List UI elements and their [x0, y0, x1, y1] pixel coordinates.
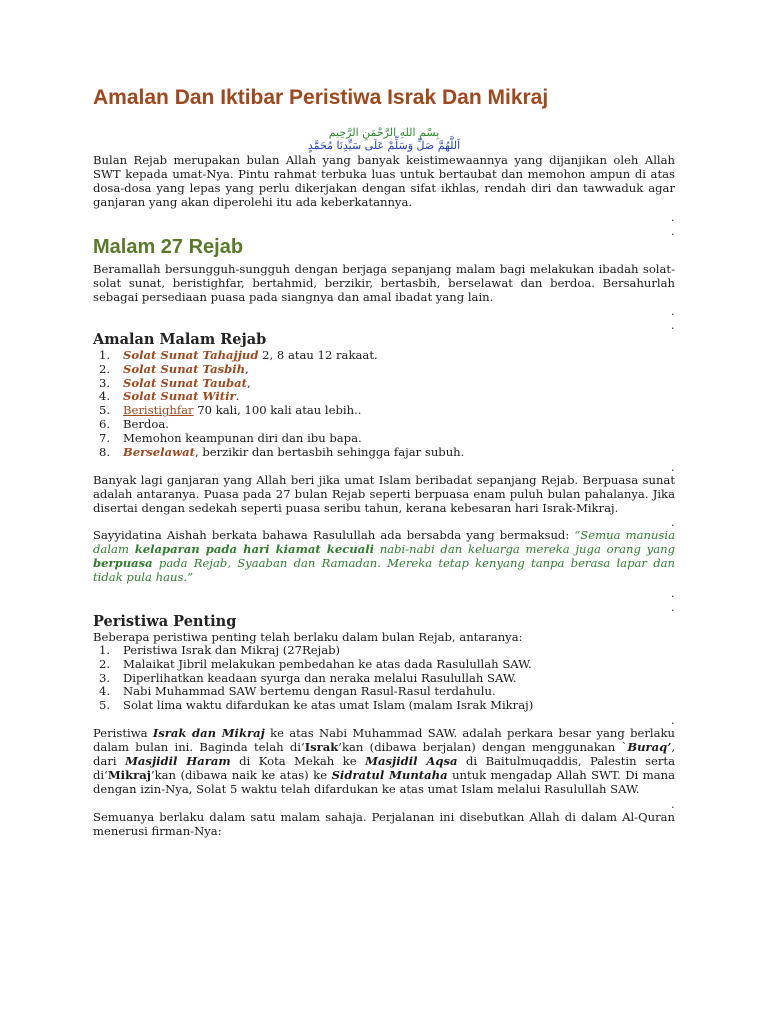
ganjaran-paragraph: Banyak lagi ganjaran yang Allah beri jika umat Islam beribadat sepanjang Rejab. Berpuasa sunat adalah antaranya. Puasa pada 27 bulan Rejab seperti berpuasa enam puluh bulan pahalanya. Jika disertai dengan sedekah seperti puasa seribu tahun, kerana kebesaran hari Israk-Mikraj. [93, 473, 675, 515]
list-item: 2. Malaikat Jibril melakukan pembedahan ke atas dada Rasulullah SAW. [99, 656, 532, 671]
section-heading-peristiwa: Peristiwa Penting [93, 613, 237, 630]
separator-dot: . [671, 225, 675, 238]
peristiwa-list [93, 644, 533, 713]
separator-dot: . [671, 461, 675, 474]
list-item: 7. Memohon keampunan diri dan ibu bapa. [99, 430, 362, 445]
intro-paragraph: Bulan Rejab merupakan bulan Allah yang banyak keistimewaannya yang dijanjikan oleh Allah SWT kepada umat-Nya. Pintu rahmat terbuka luas untuk bertaubat dan memohon ampun di atas dosa-dosa yang lepas yang perlu dikerjakan dengan sifat ikhlas, rendah diri dan tawwaduk agar ganjaran yang akan diperolehi itu ada keberkatannya. [93, 153, 675, 209]
list-item: 1. Peristiwa Israk dan Mikraj (27Rejab) [99, 643, 341, 657]
amalan-list [93, 349, 464, 459]
malam-27-paragraph: Beramallah bersungguh-sungguh dengan berjaga sepanjang malam bagi melakukan ibadah solat-solat sunat, beristighfar, bertahmid, berzikir, bertasbih, berselawat dan berdoa. Bersahurlah sebagai persediaan puasa pada siangnya dan amal ibadat yang lain. [93, 262, 675, 304]
list-item: 6. Berdoa. [99, 416, 169, 431]
page-title: Amalan Dan Iktibar Peristiwa Israk Dan Mikraj [93, 86, 549, 109]
separator-dot: . [671, 601, 675, 614]
list-item: 1. Solat Sunat Tahajjud 2, 8 atau 12 rakaat. [99, 348, 378, 362]
beristighfar-link[interactable]: Beristighfar [123, 403, 194, 418]
bismillah-calligraphy [93, 126, 675, 152]
separator-dot: . [671, 714, 675, 727]
list-item: 3. Solat Sunat Taubat, [99, 375, 251, 390]
list-item: 8. Berselawat, berzikir dan bertasbih sehingga fajar subuh. [99, 444, 465, 459]
semuanya-paragraph: Semuanya berlaku dalam satu malam sahaja. Perjalanan ini disebutkan Allah di dalam Al-Quran menerusi firman-Nya: [93, 810, 675, 838]
separator-dot: . [671, 211, 675, 224]
list-item: 4. Solat Sunat Witir. [99, 389, 240, 404]
peristiwa-intro: Beberapa peristiwa penting telah berlaku dalam bulan Rejab, antaranya: [93, 630, 523, 644]
separator-dot: . [671, 587, 675, 600]
separator-dot: . [671, 305, 675, 318]
separator-dot: . [671, 516, 675, 529]
list-item: 4. Nabi Muhammad SAW bertemu dengan Rasul-Rasul terdahulu. [99, 684, 496, 699]
list-item: 3. Diperlihatkan keadaan syurga dan neraka melalui Rasulullah SAW. [99, 670, 517, 685]
section-heading-amalan: Amalan Malam Rejab [93, 331, 267, 348]
list-item: 5. Solat lima waktu difardukan ke atas umat Islam (malam Israk Mikraj) [99, 698, 534, 713]
separator-dot: . [671, 319, 675, 332]
list-item: 2. Solat Sunat Tasbih, [99, 361, 249, 376]
bismillah-line: بِسْمِ اللهِ الرَّحْمَنِ الرَّحِيم [328, 126, 440, 139]
section-heading-malam-27: Malam 27 Rejab [93, 236, 244, 258]
salawat-line: اَللَّهُمَّ صَلِّ وَسَلِّمْ عَلَى سَيِّدِنَا مُحَمَّدٍ [307, 139, 461, 152]
israk-paragraph: Peristiwa Israk dan Mikraj ke atas Nabi Muhammad SAW. adalah perkara besar yang berlaku dalam bulan ini. Baginda telah di‘Israk’kan (dibawa berjalan) dengan menggunakan `Buraq’, dari Masjidil Haram di Kota Mekah ke Masjidil Aqsa di Baitulmuqaddis, Palestin serta di‘Mikraj’kan (dibawa naik ke atas) ke Sidratul Muntaha untuk mengadap Allah SWT. Di mana dengan izin-Nya, Solat 5 waktu telah difardukan ke atas umat Islam melalui Rasulullah SAW. [93, 726, 676, 796]
separator-dot: . [671, 798, 675, 811]
list-item: 5. Beristighfar 70 kali, 100 kali atau lebih.. [99, 403, 362, 418]
hadith-paragraph: Sayyidatina Aishah berkata bahawa Rasulullah ada bersabda yang bermaksud: “Semua manusia dalam kelaparan pada hari kiamat kecuali nabi-nabi dan keluarga mereka juga orang yang berpuasa pada Rejab, Syaaban dan Ramadan. Mereka tetap kenyang tanpa berasa lapar dan tidak pula haus.” [93, 528, 676, 584]
